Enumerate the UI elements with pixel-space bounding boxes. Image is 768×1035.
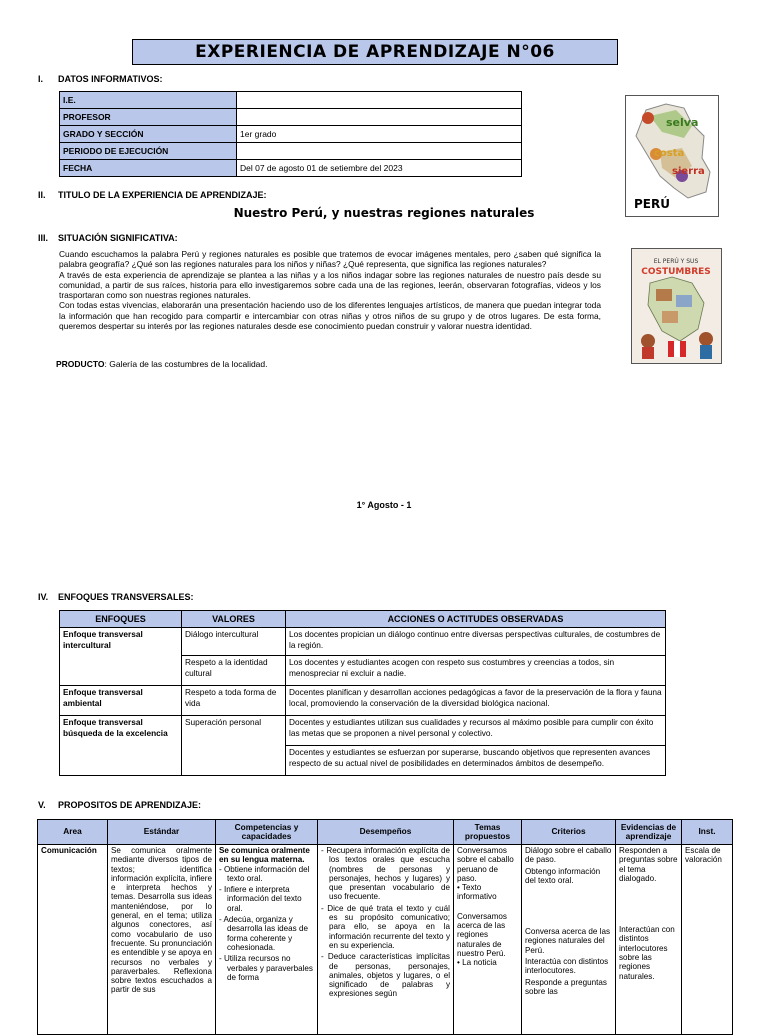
temas-cell bbox=[454, 845, 522, 1035]
accion-cell: Los docentes propician un diálogo continuo entre diversas perspectivas culturales, de costumbres de la región. bbox=[286, 628, 666, 656]
enfoques-table bbox=[59, 610, 666, 776]
info-label: GRADO Y SECCIÓN bbox=[60, 126, 237, 143]
situation-paragraph: A través de esta experiencia de aprendizaje se plantea a las niñas y a los niños indagar sobre las regiones naturales de nuestro país desde su comunidad, a partir de sus raíces, historia para ello investigaremos sobre cada una de las regiones, leerán, observaran fotografías, videos y los trasportaran como son nuestras regiones naturales. bbox=[59, 269, 601, 301]
criterio-item: Interactúa con distintos interlocutores. bbox=[525, 957, 609, 976]
section-number: IV. bbox=[38, 592, 49, 602]
desempenos-list bbox=[321, 846, 450, 999]
accion-cell: Docentes y estudiantes se esfuerzan por superarse, buscando objetivos que representen avances respecto de su actual nivel de posibilidades en determinados ámbitos de desempeño. bbox=[286, 746, 666, 776]
propositos-header: Inst. bbox=[682, 820, 733, 845]
situation-text bbox=[59, 249, 601, 331]
poster-line1: EL PERÚ Y SUS bbox=[653, 258, 699, 265]
info-row bbox=[60, 109, 522, 126]
evidencias-cell bbox=[616, 845, 682, 1035]
section-heading-titulo bbox=[38, 190, 267, 200]
instrumento-cell: Escala de valoración bbox=[682, 845, 733, 1035]
page-title: EXPERIENCIA DE APRENDIZAJE N°06 bbox=[132, 39, 618, 65]
poster-illustration bbox=[632, 249, 721, 363]
enfoque-cell: Enfoque transversal intercultural bbox=[60, 628, 182, 686]
info-label: I.E. bbox=[60, 92, 237, 109]
info-value bbox=[237, 143, 522, 160]
enfoque-cell: Enfoque transversal ambiental bbox=[60, 686, 182, 716]
situation-paragraph: Con todas estas vivencias, elaborarán una presentación haciendo uso de los diferentes lenguajes artísticos, de manera que puedan integrar toda la información que han recogido para compartir e intercambiar con otras niñas y otros niños de su grupo y de otros lugares. De esta forma, queremos despertar su interés por las regiones naturales desde ese conocimiento puedan construir y valorar nuestra identidad. bbox=[59, 300, 601, 332]
area-cell: Comunicación bbox=[38, 845, 108, 1035]
page-footer: 1° Agosto - 1 bbox=[356, 500, 412, 510]
desempeno-item: - Deduce características implícitas de personas, personajes, animales, objetos y lugares, o el significado de palabras y expresiones según bbox=[321, 952, 450, 999]
competencias-cell bbox=[216, 845, 318, 1035]
desempeno-item: - Dice de qué trata el texto y cuál es su propósito comunicativo; para ello, se apoya en la información recurrente del texto y en su experiencia. bbox=[321, 903, 450, 950]
valor-cell: Respeto a toda forma de vida bbox=[182, 686, 286, 716]
section-number: III. bbox=[38, 233, 49, 243]
section-number: V. bbox=[38, 800, 46, 810]
criterios-cell bbox=[522, 845, 616, 1035]
enfoque-cell: Enfoque transversal búsqueda de la excelencia bbox=[60, 716, 182, 776]
section-heading-propositos bbox=[38, 800, 201, 810]
peru-regions-map-image bbox=[625, 95, 719, 217]
criterio-item: Responde a preguntas sobre las bbox=[525, 977, 607, 996]
info-value: 1er grado bbox=[237, 126, 522, 143]
tema-item: Conversamos acerca de las regiones naturales de nuestro Perú. bbox=[457, 911, 507, 958]
info-row bbox=[60, 92, 522, 109]
estandar-cell: Se comunica oralmente mediante diversos tipos de textos; identifica información explícita, infiere e interpreta hechos y temas. Desarrolla sus ideas manteniéndose, por lo general, en el tema; utiliza algunos conectores, así como vocabulario de uso frecuente. Su pronunciación es entendible y se apoya en recursos no verbales y paraverbales. Reflexiona sobre textos escuchados a partir de sus bbox=[108, 845, 216, 1035]
peru-map-illustration bbox=[626, 96, 718, 216]
capacidades-list bbox=[219, 865, 314, 983]
section-heading-enfoques bbox=[38, 592, 194, 602]
section-title: TITULO DE LA EXPERIENCIA DE APRENDIZAJE: bbox=[58, 190, 267, 200]
map-label-costa: costa bbox=[654, 148, 685, 159]
info-table bbox=[59, 91, 522, 177]
accion-cell: Docentes y estudiantes utilizan sus cualidades y recursos al máximo posible para cumplir con éxito las metas que se proponen a nivel personal y colectivo. bbox=[286, 716, 666, 746]
peru-costumbres-poster-image bbox=[631, 248, 722, 364]
propositos-header: Competencias y capacidades bbox=[216, 820, 318, 845]
product-text: : Galería de las costumbres de la localidad. bbox=[104, 359, 268, 369]
section-title: ENFOQUES TRANSVERSALES: bbox=[58, 592, 194, 602]
product-line bbox=[56, 359, 268, 369]
product-label: PRODUCTO bbox=[56, 359, 105, 369]
section-heading-situacion bbox=[38, 233, 178, 243]
info-value bbox=[237, 92, 522, 109]
criterio-item: Conversa acerca de las regiones naturales del Perú. bbox=[525, 927, 611, 955]
section-number: II. bbox=[38, 190, 46, 200]
evidencia-item: Responden a preguntas sobre el tema dialogado. bbox=[619, 846, 678, 883]
info-row bbox=[60, 126, 522, 143]
valor-cell: Respeto a la identidad cultural bbox=[182, 656, 286, 686]
info-label: PROFESOR bbox=[60, 109, 237, 126]
section-heading-datos bbox=[38, 74, 163, 84]
propositos-header: Temas propuestos bbox=[454, 820, 522, 845]
info-value: Del 07 de agosto 01 de setiembre del 2023 bbox=[237, 160, 522, 177]
situation-paragraph: Cuando escuchamos la palabra Perú y regiones naturales es posible que tratemos de evocar imágenes mentales, pero ¿saben qué significa la palabra geografía? ¿Qué son las regiones naturales para los niños y niñas? ¿Qué representa, que significa las regiones naturales? bbox=[59, 249, 601, 270]
propositos-header: Criterios bbox=[522, 820, 616, 845]
section-title: PROPOSITOS DE APRENDIZAJE: bbox=[58, 800, 202, 810]
experience-title: Nuestro Perú, y nuestras regiones naturales bbox=[233, 206, 535, 220]
info-label: PERIODO DE EJECUCIÓN bbox=[60, 143, 237, 160]
section-number: I. bbox=[38, 74, 44, 84]
info-label: FECHA bbox=[60, 160, 237, 177]
propositos-header: Estándar bbox=[108, 820, 216, 845]
desempeno-item: - Recupera información explícita de los textos orales que escucha (nombres de personas y personajes, hechos y lugares) y que presentan vocabulario de uso frecuente. bbox=[321, 846, 450, 902]
competencia-title: Se comunica oralmente en su lengua materna. bbox=[219, 846, 310, 865]
info-row bbox=[60, 143, 522, 160]
section-title: DATOS INFORMATIVOS: bbox=[58, 74, 163, 84]
map-caption: PERÚ bbox=[634, 197, 670, 211]
enfoques-header: ENFOQUES bbox=[60, 611, 182, 628]
propositos-header: Evidencias de aprendizaje bbox=[616, 820, 682, 845]
propositos-table bbox=[37, 819, 733, 1035]
capacidad-item: - Infiere e interpreta información del texto oral. bbox=[219, 885, 302, 913]
criterio-item: Obtengo información del texto oral. bbox=[525, 866, 601, 885]
propositos-header: Area bbox=[38, 820, 108, 845]
capacidad-item: - Obtiene información del texto oral. bbox=[219, 864, 310, 883]
valor-cell: Superación personal bbox=[182, 716, 286, 776]
accion-cell: Docentes planifican y desarrollan acciones pedagógicas a favor de la preservación de la flora y fauna local, promoviendo la conservación de la diversidad biológica nacional. bbox=[286, 686, 666, 716]
capacidad-item: - Adecúa, organiza y desarrolla las ideas de forma coherente y cohesionada. bbox=[219, 915, 308, 952]
evidencia-item: Interactúan con distintos interlocutores sobre las regiones naturales. bbox=[619, 925, 675, 981]
map-label-sierra: sierra bbox=[672, 166, 705, 177]
poster-line2: COSTUMBRES bbox=[641, 267, 711, 277]
criterio-item: Diálogo sobre el caballo de paso. bbox=[525, 846, 612, 865]
tema-item: Conversamos sobre el caballo peruano de paso. bbox=[457, 846, 514, 883]
accion-cell: Los docentes y estudiantes acogen con respeto sus costumbres y creencias a todos, sin menospreciar ni excluir a nadie. bbox=[286, 656, 666, 686]
section-title: SITUACIÓN SIGNIFICATIVA: bbox=[58, 233, 178, 243]
tema-item: • Texto informativo bbox=[457, 883, 497, 902]
enfoques-header: VALORES bbox=[182, 611, 286, 628]
info-row bbox=[60, 160, 522, 177]
propositos-header: Desempeños bbox=[318, 820, 454, 845]
valor-cell: Diálogo intercultural bbox=[182, 628, 286, 656]
tema-item: • La noticia bbox=[457, 958, 497, 968]
capacidad-item: - Utiliza recursos no verbales y paraverbales de forma bbox=[219, 954, 313, 982]
map-label-selva: selva bbox=[666, 116, 699, 129]
desempenos-cell bbox=[318, 845, 454, 1035]
enfoques-header: ACCIONES O ACTITUDES OBSERVADAS bbox=[286, 611, 666, 628]
info-value bbox=[237, 109, 522, 126]
